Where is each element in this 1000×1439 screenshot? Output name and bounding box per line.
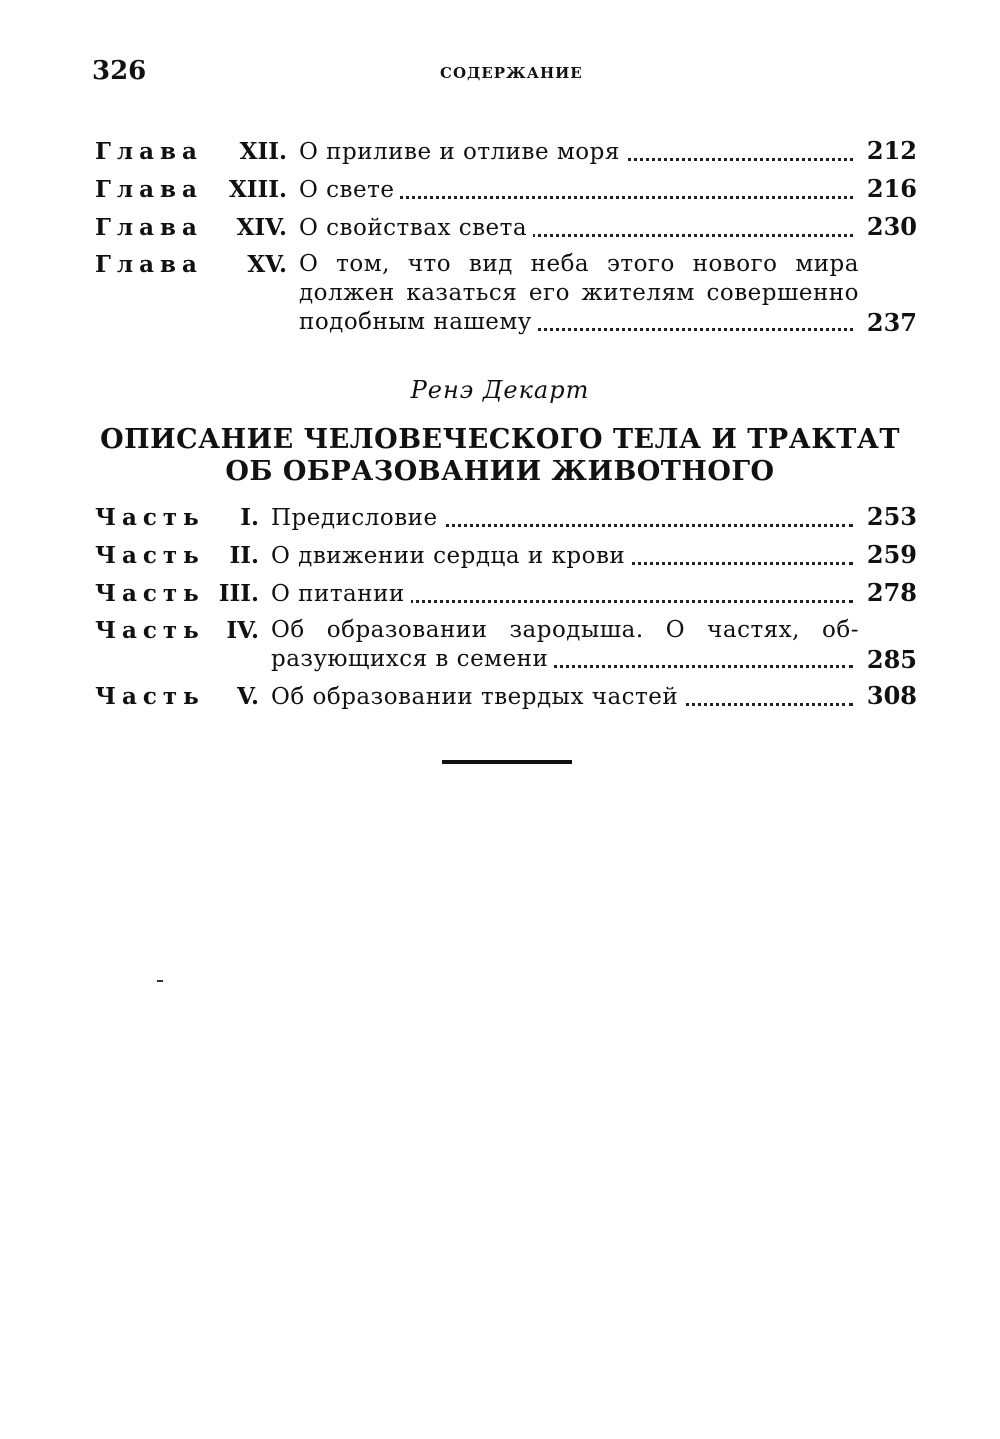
entry-page: 308 — [866, 681, 917, 710]
entry-numeral: II. — [229, 542, 259, 569]
entry-title-last-line — [299, 308, 859, 337]
entry-title-wrap — [299, 176, 859, 205]
toc-entry[interactable] — [95, 212, 917, 243]
entry-title-wrap — [271, 504, 859, 533]
entry-page: 253 — [866, 502, 917, 531]
entry-numeral: I. — [240, 504, 259, 531]
entry-numeral: XIII. — [228, 176, 287, 203]
entry-page: 278 — [866, 578, 917, 607]
entry-page: 237 — [866, 308, 917, 337]
entry-title-line: О том, что вид неба этого нового мира — [299, 251, 859, 277]
entry-numeral: III. — [218, 580, 259, 607]
entry-label: Часть — [95, 683, 205, 710]
entry-title: О питании — [271, 581, 411, 607]
entry-title: О свете — [299, 177, 400, 203]
entry-numeral: XIV. — [236, 214, 287, 241]
entry-title-wrap — [271, 580, 859, 609]
entry-title-line: Об образовании зародыша. О частях, об- — [271, 617, 859, 643]
entry-label: Часть — [95, 617, 205, 644]
entry-label: Глава — [95, 214, 203, 241]
work-title-line: ОПИСАНИЕ ЧЕЛОВЕЧЕСКОГО ТЕЛА И ТРАКТАТ — [100, 424, 900, 455]
entry-title-line: подобным нашему — [299, 309, 538, 335]
entry-title: Предисловие — [271, 505, 444, 531]
toc-entry[interactable] — [95, 502, 917, 533]
entry-label: Часть — [95, 580, 205, 607]
entry-title: Об образовании твердых частей — [271, 684, 684, 710]
toc-entry[interactable] — [95, 578, 917, 609]
entry-numeral: XV. — [247, 251, 287, 278]
entry-title-line: разующихся в семени — [271, 646, 554, 672]
toc-entry[interactable] — [95, 616, 917, 674]
author-name: Ренэ Декарт — [410, 376, 590, 404]
toc-entry[interactable] — [95, 540, 917, 571]
entry-page: 230 — [866, 212, 917, 241]
toc-entry[interactable] — [95, 136, 917, 167]
entry-label: Глава — [95, 138, 203, 165]
entry-label: Часть — [95, 542, 205, 569]
toc-entry[interactable] — [95, 174, 917, 205]
work-title-line: ОБ ОБРАЗОВАНИИ ЖИВОТНОГО — [225, 456, 775, 487]
entry-numeral: V. — [237, 683, 259, 710]
entry-title-block — [299, 250, 859, 337]
work-title — [60, 424, 940, 488]
entry-numeral: IV. — [226, 617, 259, 644]
entry-title: О свойствах света — [299, 215, 533, 241]
page-number: 326 — [92, 56, 147, 86]
entry-label: Часть — [95, 504, 205, 531]
entry-title-wrap — [271, 683, 859, 712]
toc-section-parts — [95, 502, 917, 719]
entry-page: 285 — [866, 645, 917, 674]
entry-title-last-line — [271, 645, 859, 674]
entry-page: 259 — [866, 540, 917, 569]
entry-title: О приливе и отливе моря — [299, 139, 626, 165]
entry-title-block — [271, 616, 859, 674]
toc-section-chapters — [95, 136, 917, 344]
entry-label: Глава — [95, 251, 203, 278]
toc-entry[interactable] — [95, 250, 917, 337]
end-rule — [442, 760, 572, 764]
toc-entry[interactable] — [95, 681, 917, 712]
entry-numeral: XII. — [239, 138, 287, 165]
entry-title-wrap — [299, 214, 859, 243]
print-speck — [157, 980, 163, 982]
entry-page: 212 — [866, 136, 917, 165]
entry-label: Глава — [95, 176, 203, 203]
entry-title-wrap — [271, 645, 859, 674]
entry-title: О движении сердца и крови — [271, 543, 631, 569]
entry-title-line: должен казаться его жителям совершенно — [299, 280, 859, 306]
running-title: СОДЕРЖАНИЕ — [440, 64, 583, 82]
entry-title-wrap — [299, 138, 859, 167]
entry-title-wrap — [299, 308, 859, 337]
entry-title-wrap — [271, 542, 859, 571]
entry-page: 216 — [866, 174, 917, 203]
